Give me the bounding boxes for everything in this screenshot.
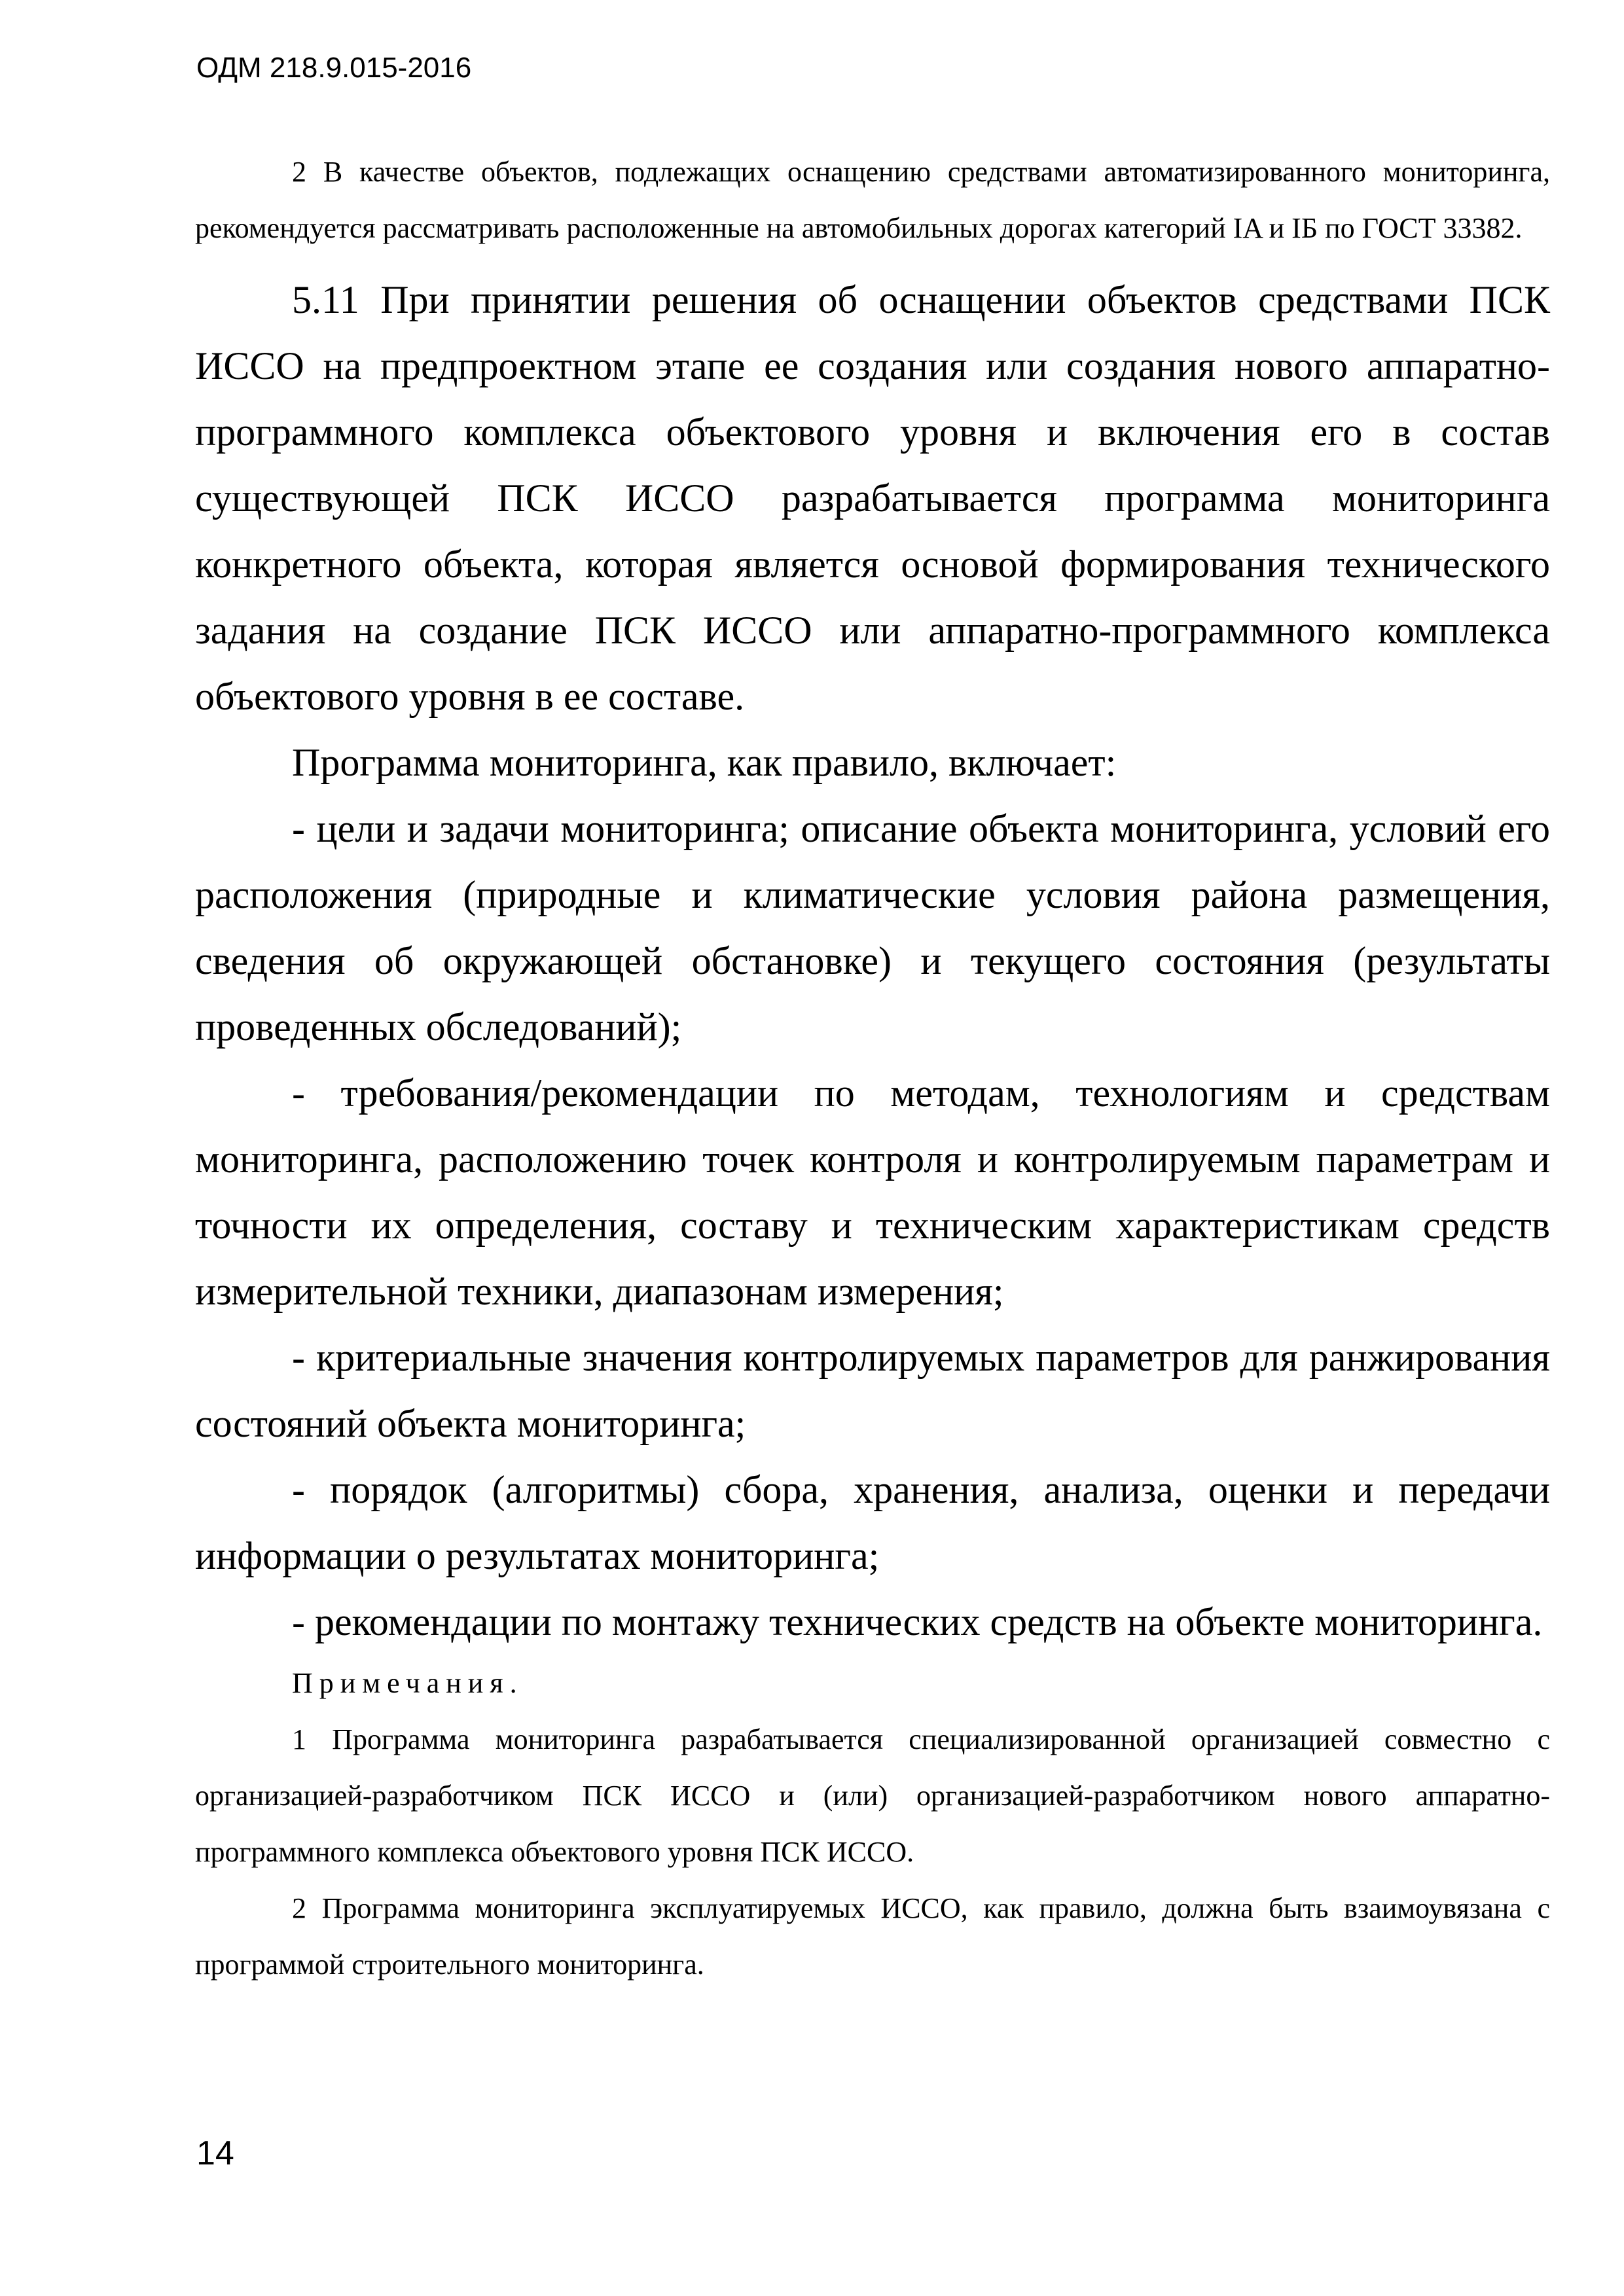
notes-title: Примечания.	[292, 1667, 524, 1699]
list-item-recommendations: - рекомендации по монтажу технических средств на объекте мониторинга.	[292, 1600, 1543, 1643]
paragraph-program-intro: Программа мониторинга, как правило, включает:	[292, 741, 1117, 784]
page-number: 14	[196, 2134, 234, 2172]
list-item-goals: - цели и задачи мониторинга; описание объекта мониторинга, условий его расположения (природные и климатические условия района размещения, сведения об окружающей обстановке) и текущего состояния (результаты проведенных обследований);	[195, 807, 1550, 1049]
note-top: 2 В качестве объектов, подлежащих оснащению средствами автоматизированного мониторинга, рекомендуется рассматривать расположенные на автомобильных дорогах категорий IA и IБ по ГОСТ 33382.	[195, 156, 1550, 244]
note-2: 2 Программа мониторинга эксплуатируемых ИССО, как правило, должна быть взаимоувязана с программой строительного мониторинга.	[195, 1892, 1550, 1981]
note-1: 1 Программа мониторинга разрабатывается специализированной организацией совместно с организацией-разработчиком ПСК ИССО и (или) организацией-разработчиком нового аппаратно-программного комплекса объектового уровня ПСК ИССО.	[195, 1723, 1550, 1868]
list-item-requirements: - требования/рекомендации по методам, технологиям и средствам мониторинга, расположению точек контроля и контролируемым параметрам и точности их определения, составу и техническим характеристикам средств измерительной техники, диапазонам измерения;	[195, 1071, 1550, 1313]
page-content	[195, 144, 1550, 1993]
list-item-procedure: - порядок (алгоритмы) сбора, хранения, анализа, оценки и передачи информации о результатах мониторинга;	[195, 1468, 1550, 1577]
list-item-criteria: - критериальные значения контролируемых параметров для ранжирования состояний объекта мониторинга;	[195, 1336, 1550, 1445]
document-code: ОДМ 218.9.015-2016	[196, 52, 472, 84]
paragraph-5-11: 5.11 При принятии решения об оснащении объектов средствами ПСК ИССО на предпроектном этапе ее создания или создания нового аппаратно-программного комплекса объектового уровня и включения его в состав существующей ПСК ИССО разрабатывается программа мониторинга конкретного объекта, которая является основой формирования технического задания на создание ПСК ИССО или аппаратно-программного комплекса объектового уровня в ее составе.	[195, 278, 1550, 718]
